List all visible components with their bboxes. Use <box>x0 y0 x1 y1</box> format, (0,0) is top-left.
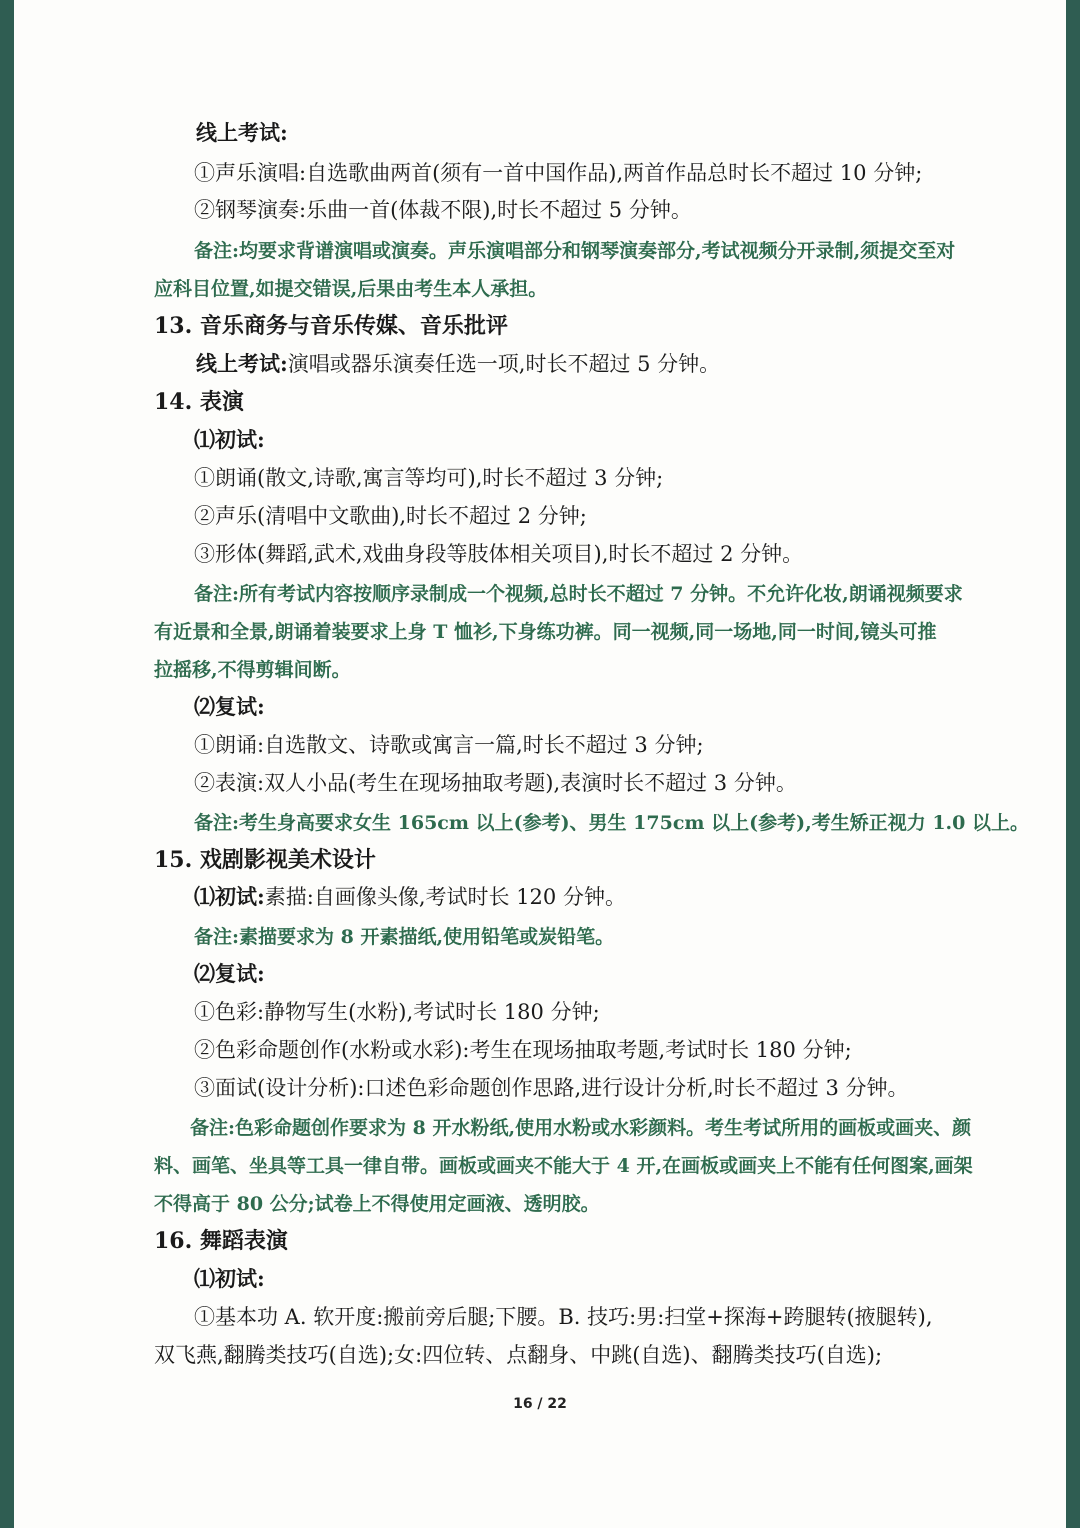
s13-online-line <box>196 349 720 379</box>
s15-retest-label: ⑵复试: <box>194 961 265 986</box>
s16-prelim-item: ①基本功 A. 软开度:搬前旁后腿;下腰。B. 技巧:男:扫堂+探海+跨腿转(掖腿转), <box>194 1305 933 1329</box>
s16-prelim-label: ⑴初试: <box>194 1266 265 1291</box>
online-exam-label: 线上考试: <box>196 120 288 145</box>
section-16-title: 16. 舞蹈表演 <box>154 1228 288 1254</box>
s15-retest-item: ③面试(设计分析):口述色彩命题创作思路,进行设计分析,时长不超过 3 分钟。 <box>194 1076 909 1100</box>
note-text: 不得高于 80 公分;试卷上不得使用定画液、透明胶。 <box>154 1193 600 1215</box>
s15-prelim-label: ⑴初试: <box>194 884 265 909</box>
s16-prelim-item: 双飞燕,翻腾类技巧(自选);女:四位转、点翻身、中跳(自选)、翻腾类技巧(自选); <box>154 1343 883 1367</box>
page-indicator: 16 / 22 <box>513 1396 567 1412</box>
s15-prelim-text: 素描:自画像头像,考试时长 120 分钟。 <box>264 885 626 909</box>
note-text: 备注:色彩命题创作要求为 8 开水粉纸,使用水粉或水彩颜料。考生考试所用的画板或画夹、颜 <box>190 1117 972 1139</box>
s13-online-label: 线上考试: <box>196 351 288 376</box>
note-text: 备注:均要求背谱演唱或演奏。声乐演唱部分和钢琴演奏部分,考试视频分开录制,须提交至对 <box>194 240 956 262</box>
s14-prelim-item: ②声乐(清唱中文歌曲),时长不超过 2 分钟; <box>194 504 587 528</box>
note-text: 料、画笔、坐具等工具一律自带。画板或画夹不能大于 4 开,在画板或画夹上不能有任何图案,画架 <box>154 1155 973 1177</box>
s15-prelim-line <box>194 882 626 912</box>
section-14-title: 14. 表演 <box>154 389 244 415</box>
section-13-title: 13. 音乐商务与音乐传媒、音乐批评 <box>154 313 508 339</box>
note-text: 有近景和全景,朗诵着装要求上身 T 恤衫,下身练功裤。同一视频,同一场地,同一时间,镜头可推 <box>154 621 937 643</box>
note-text: 备注:素描要求为 8 开素描纸,使用铅笔或炭铅笔。 <box>194 926 615 948</box>
s14-prelim-item: ①朗诵(散文,诗歌,寓言等均可),时长不超过 3 分钟; <box>194 466 664 490</box>
s14-prelim-label: ⑴初试: <box>194 427 265 452</box>
section-15-title: 15. 戏剧影视美术设计 <box>154 847 376 873</box>
s13-online-text: 演唱或器乐演奏任选一项,时长不超过 5 分钟。 <box>287 352 721 376</box>
note-text: 拉摇移,不得剪辑间断。 <box>154 659 351 681</box>
s15-retest-item: ①色彩:静物写生(水粉),考试时长 180 分钟; <box>194 1000 600 1024</box>
document-page <box>14 0 1066 1528</box>
s15-retest-item: ②色彩命题创作(水粉或水彩):考生在现场抽取考题,考试时长 180 分钟; <box>194 1038 852 1062</box>
s14-prelim-item: ③形体(舞蹈,武术,戏曲身段等肢体相关项目),时长不超过 2 分钟。 <box>194 542 804 566</box>
note-text: 备注:所有考试内容按顺序录制成一个视频,总时长不超过 7 分钟。不允许化妆,朗诵视频要求 <box>194 583 963 605</box>
s14-retest-item: ①朗诵:自选散文、诗歌或寓言一篇,时长不超过 3 分钟; <box>194 733 704 757</box>
note-text: 备注:考生身高要求女生 165cm 以上(参考)、男生 175cm 以上(参考),考生矫正视力 1.0 以上。 <box>194 812 1029 834</box>
item-piano: ②钢琴演奏:乐曲一首(体裁不限),时长不超过 5 分钟。 <box>194 198 692 222</box>
s14-retest-label: ⑵复试: <box>194 694 265 719</box>
item-vocal: ①声乐演唱:自选歌曲两首(须有一首中国作品),两首作品总时长不超过 10 分钟; <box>194 161 923 185</box>
s14-retest-item: ②表演:双人小品(考生在现场抽取考题),表演时长不超过 3 分钟。 <box>194 771 797 795</box>
note-text: 应科目位置,如提交错误,后果由考生本人承担。 <box>154 278 548 300</box>
